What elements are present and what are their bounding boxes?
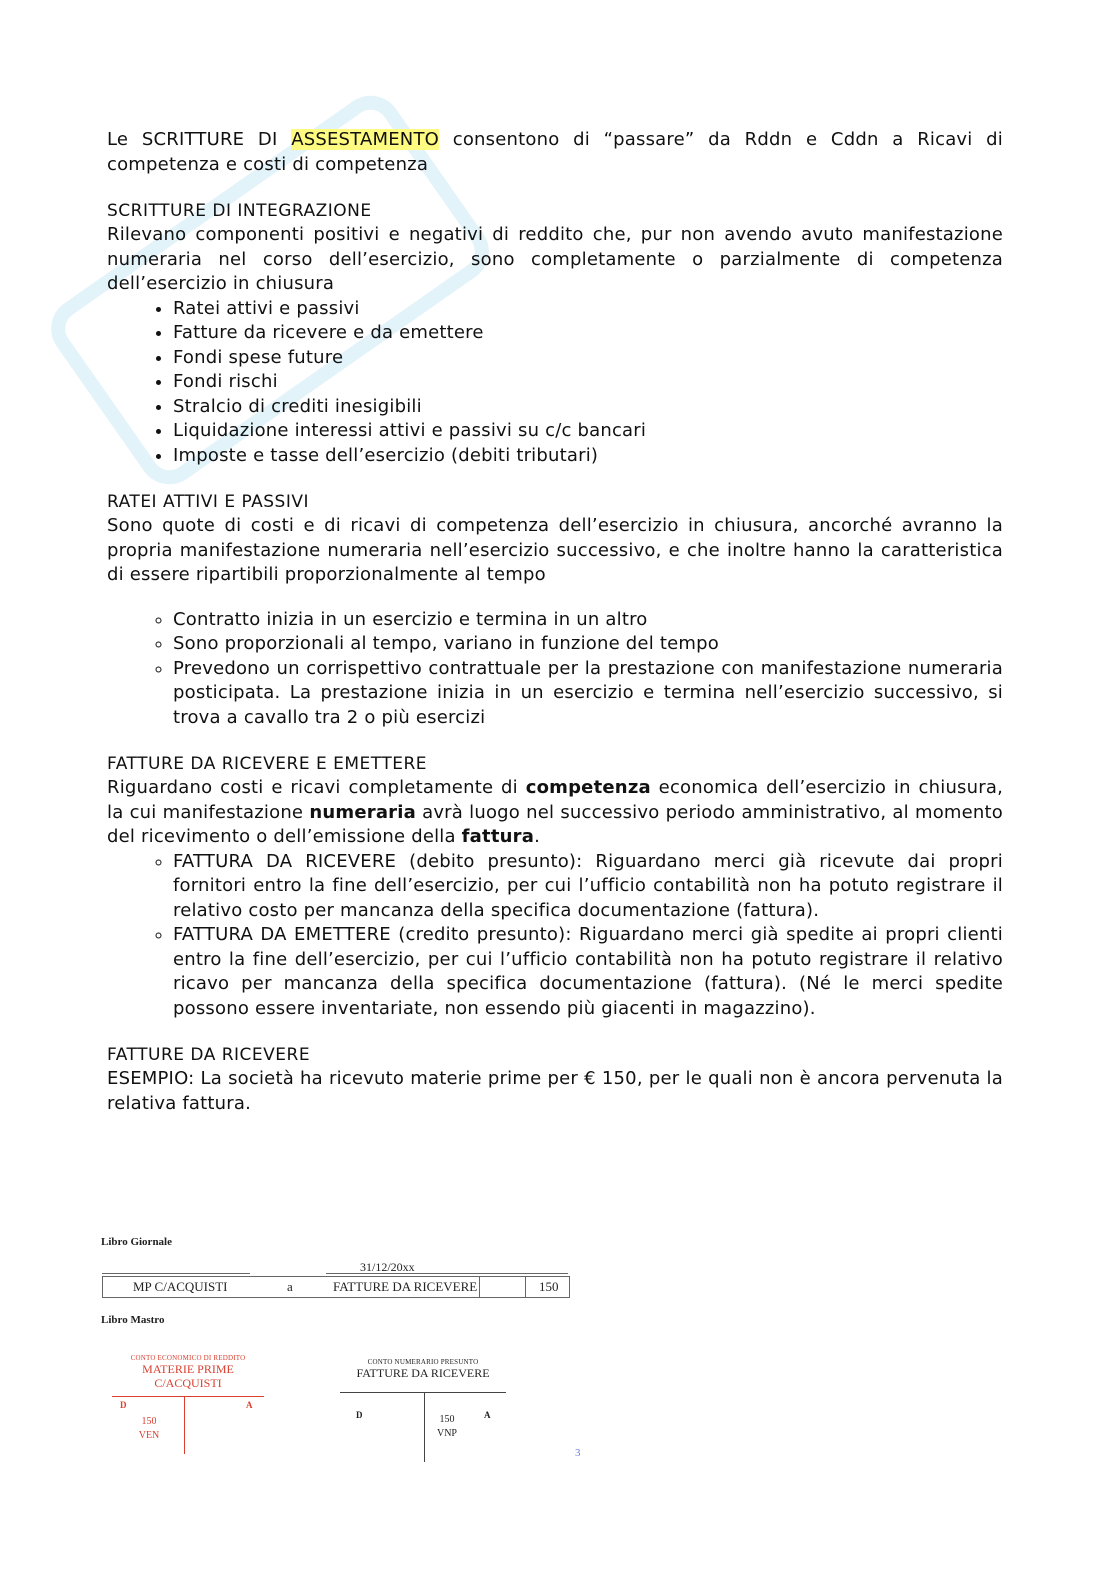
ratei-body: Sono quote di costi e di ricavi di competenza dell’esercizio in chiusura, ancorché avranno la propria manifestazione numeraria nell’esercizio successivo, e che inoltre hanno la caratteristica di essere ripartibili proporzionalmente al tempo (107, 515, 1003, 585)
journal-connector: a (287, 1279, 293, 1294)
section-title-fatture: FATTURE DA RICEVERE E EMETTERE (107, 754, 428, 774)
section-ratei (107, 490, 1003, 730)
t-account-value: 150 (141, 1416, 157, 1427)
ratei-list (107, 608, 1003, 731)
list-item: ◦ Prevedono un corrispettivo contrattuale per la prestazione con manifestazione numeraria posticipata. La prestazione inizia in un esercizio e termina nell’esercizio successivo, si trova a cavallo tra 2 o più esercizi (173, 657, 1003, 731)
list-item: • Fondi rischi (173, 370, 1003, 395)
page-number: 3 (575, 1447, 581, 1459)
section-fatture (107, 752, 1003, 1021)
section-title-esempio: FATTURE DA RICEVERE (107, 1045, 311, 1065)
t-account-materie-prime: CONTO ECONOMICO DI REDDITO MATERIE PRIME C/ACQUISTI D A 150 VEN (112, 1354, 264, 1474)
integrazione-body: Rilevano componenti positivi e negativi di reddito che, pur non avendo avuto manifestazione numeraria nel corso dell’esercizio, sono completamente o parzialmente di competenza dell’esercizio in chiusura (107, 224, 1003, 294)
section-title-ratei: RATEI ATTIVI E PASSIVI (107, 492, 309, 512)
t-account-category: CONTO NUMERARIO PRESUNTO (367, 1358, 479, 1366)
t-account-value: 150 (439, 1414, 455, 1425)
list-item: • Fatture da ricevere e da emettere (173, 321, 1003, 346)
esempio-body: ESEMPIO: La società ha ricevuto materie prime per € 150, per le quali non è ancora pervenuta la relativa fattura. (107, 1068, 1003, 1114)
journal-credit-account: FATTURE DA RICEVERE (333, 1279, 478, 1294)
section-esempio (107, 1043, 1003, 1116)
journal-debit-account: MP C/ACQUISTI (133, 1279, 228, 1294)
t-account-category: CONTO ECONOMICO DI REDDITO (130, 1354, 246, 1362)
document-body (107, 128, 1003, 1138)
list-item: • Ratei attivi e passivi (173, 297, 1003, 322)
highlight-assestamento: ASSESTAMENTO (291, 129, 440, 150)
journal-amount: 150 (539, 1279, 559, 1294)
libro-giornale-label: Libro Giornale (101, 1236, 172, 1248)
section-title-integrazione: SCRITTURE DI INTEGRAZIONE (107, 201, 372, 221)
intro-paragraph: Le SCRITTURE DI ASSESTAMENTO consentono di “passare” da Rddn e Cddn a Ricavi di competenza e costi di competenza (107, 129, 1004, 175)
fatture-body: Riguardano costi e ricavi completamente di competenza economica dell’esercizio in chiusura, la cui manifestazione numeraria avrà luogo nel successivo periodo amministrativo, al momento del ricevimento o dell’emissione della fattura. (107, 777, 1004, 847)
t-account-fatture-da-ricevere: CONTO NUMERARIO PRESUNTO FATTURE DA RICEVERE D A 150 VNP (340, 1358, 506, 1478)
fatture-list (107, 850, 1003, 1022)
journal-entry (102, 1276, 570, 1298)
list-item: ◦ Sono proporzionali al tempo, variano in funzione del tempo (173, 632, 1003, 657)
t-account-name: MATERIE PRIME (142, 1362, 234, 1376)
t-account-note: VNP (436, 1428, 457, 1439)
section-integrazione (107, 199, 1003, 468)
list-item: ◦ FATTURA DA RICEVERE (debito presunto): Riguardano merci già ricevute dai propri fornitori entro la fine dell’esercizio, per cui l’ufficio contabilità non ha potuto registrare il relativo costo per mancanza della specifica documentazione (fattura). (173, 850, 1003, 924)
t-account-name: FATTURE DA RICEVERE (356, 1366, 490, 1380)
list-item: • Imposte e tasse dell’esercizio (debiti tributari) (173, 444, 1003, 469)
journal-date: 31/12/20xx (360, 1260, 415, 1274)
list-item: • Stralcio di crediti inesigibili (173, 395, 1003, 420)
list-item: ◦ Contratto inizia in un esercizio e termina in un altro (173, 608, 1003, 633)
t-account-note: VEN (138, 1430, 160, 1441)
list-item: ◦ FATTURA DA EMETTERE (credito presunto): Riguardano merci già spedite ai propri clienti entro la fine dell’esercizio, per cui l’ufficio contabilità non ha potuto registrare il relativo ricavo per mancanza della specifica documentazione (fattura). (Né le merci spedite possono essere inventariate, non essendo più giacenti in magazzino). (173, 923, 1003, 1021)
list-item: • Fondi spese future (173, 346, 1003, 371)
t-account-name-2: C/ACQUISTI (154, 1376, 222, 1390)
integrazione-list (107, 297, 1003, 469)
libro-mastro-label: Libro Mastro (101, 1314, 165, 1326)
accounting-diagram (100, 1232, 600, 1472)
list-item: • Liquidazione interessi attivi e passivi su c/c bancari (173, 419, 1003, 444)
